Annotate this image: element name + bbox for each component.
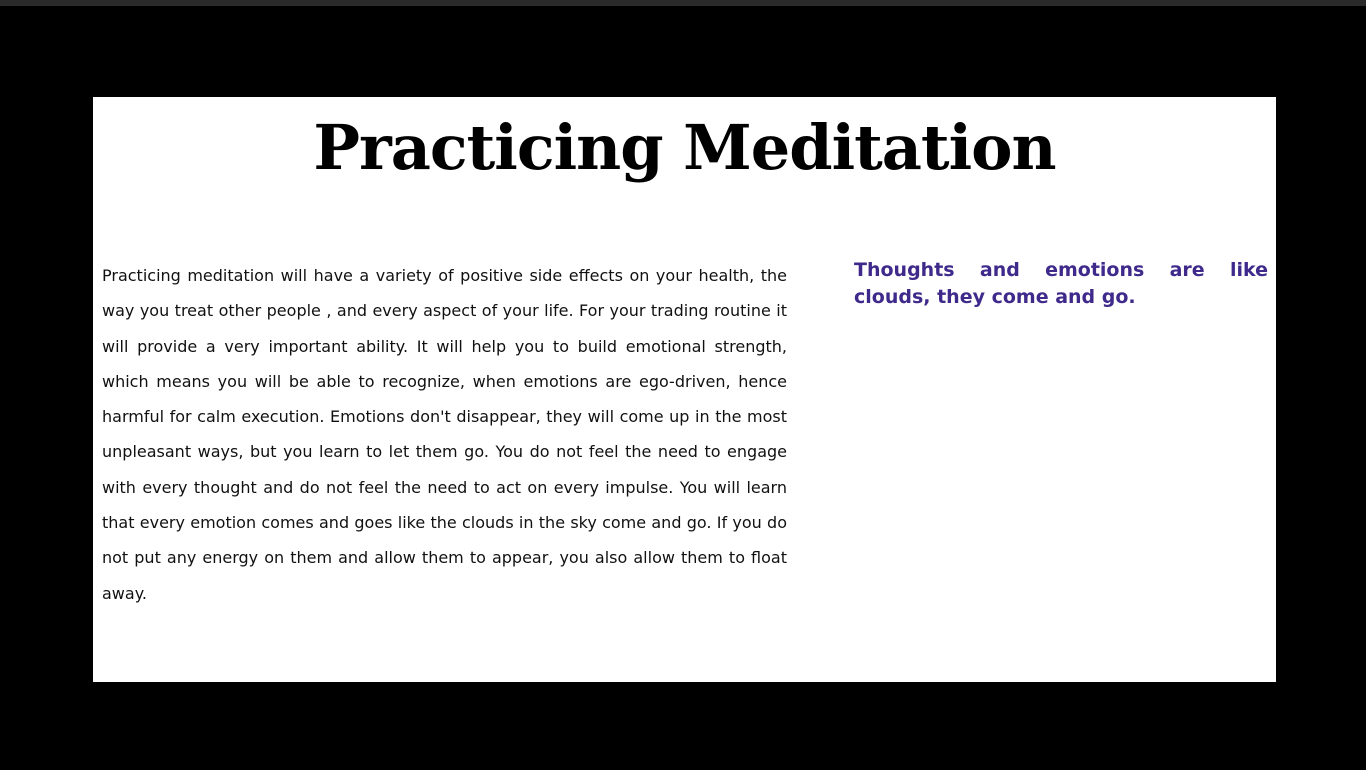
slide-quote: Thoughts and emotions are like clouds, they come and go. bbox=[854, 259, 1268, 308]
slide-title: Practicing Meditation bbox=[313, 111, 1056, 184]
window-top-strip bbox=[0, 0, 1366, 6]
presentation-slide bbox=[93, 97, 1276, 682]
slide-body-text: Practicing meditation will have a variety of positive side effects on your health, the way you treat other people , and every aspect of your life. For your trading routine it will provide a very important ability. It will help you to build emotional strength, which means you will be able to recognize, when emotions are ego-driven, hence harmful for calm execution. Emotions don't disappear, they will come up in the most unpleasant ways, but you learn to let them go. You do not feel the need to engage with every thought and do not feel the need to act on every impulse. You will learn that every emotion comes and goes like the clouds in the sky come and go. If you do not put any energy on them and allow them to appear, you also allow them to float away. bbox=[102, 266, 787, 603]
